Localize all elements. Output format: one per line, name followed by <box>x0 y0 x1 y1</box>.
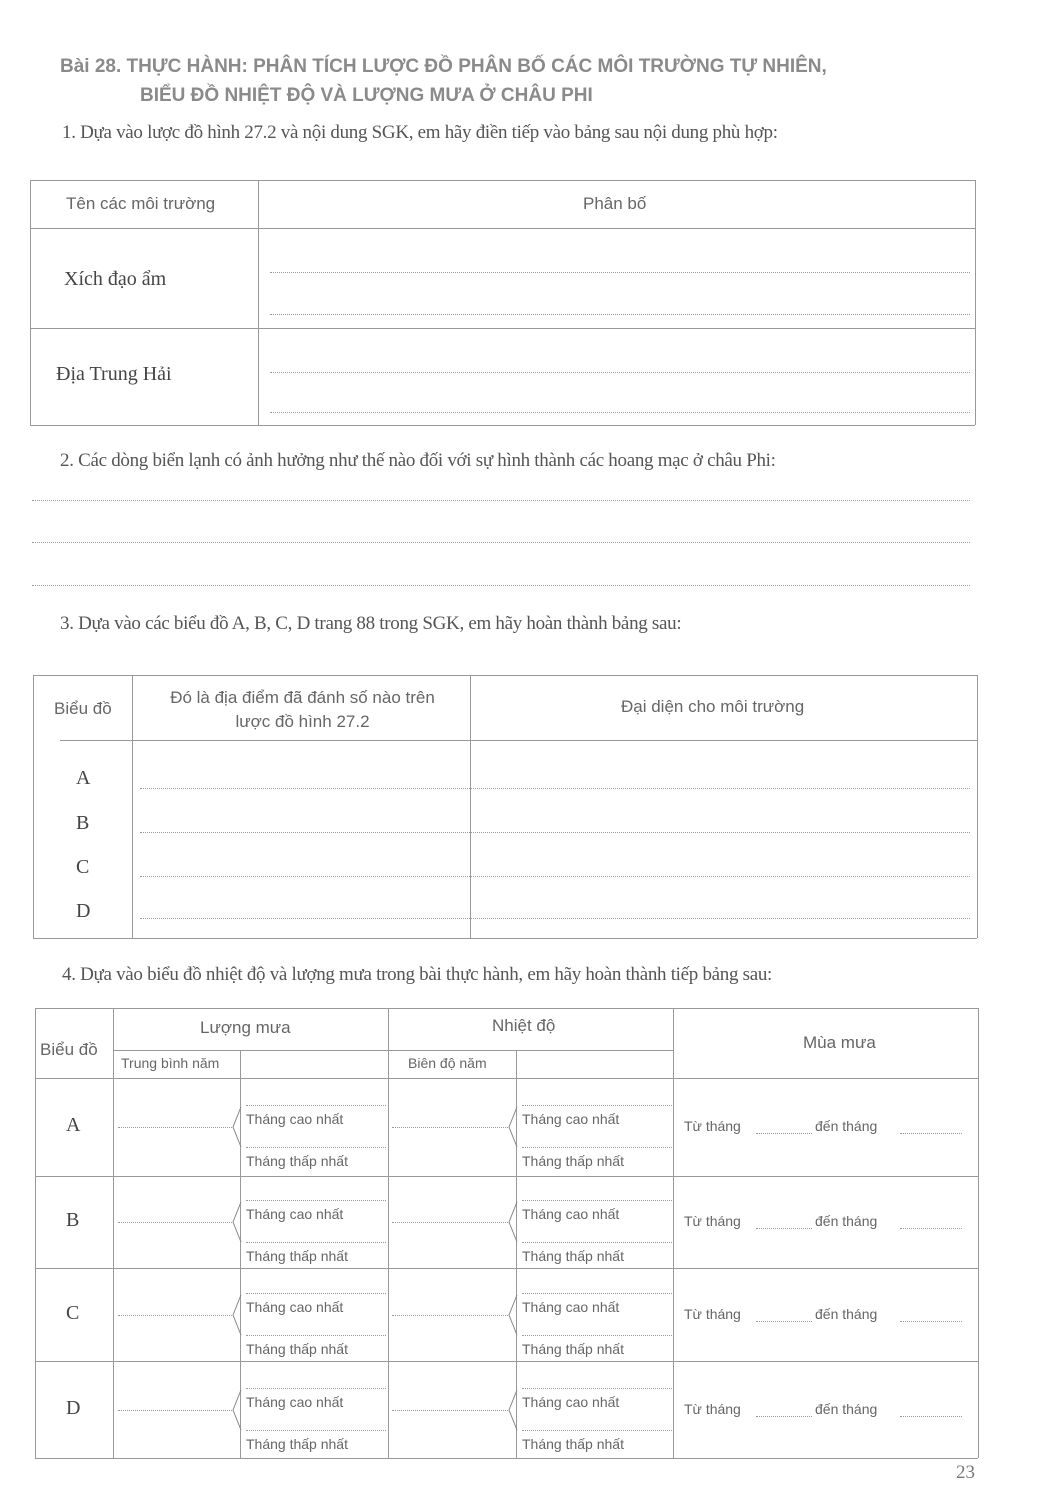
header-location: Đó là địa điểm đã đánh số nào trên lược đồ hình 27.2 <box>170 688 435 731</box>
lesson-title-line1: Bài 28. THỰC HÀNH: PHÂN TÍCH LƯỢC ĐỒ PHÂN BỐ CÁC MÔI TRƯỜNG TỰ NHIÊN, <box>60 56 827 77</box>
answer-line[interactable] <box>140 832 970 833</box>
lowest-month-label: Tháng thấp nhất <box>522 1435 624 1452</box>
highest-month-label: Tháng cao nhất <box>246 1298 344 1315</box>
header-rainy-season: Mùa mưa <box>803 1033 876 1052</box>
from-month-input[interactable] <box>756 1416 812 1417</box>
row-label: B <box>66 1209 80 1231</box>
brace-icon <box>232 1390 242 1430</box>
answer-line[interactable] <box>270 372 970 373</box>
highest-month-input[interactable] <box>246 1105 386 1106</box>
temp-range-input[interactable] <box>392 1127 508 1128</box>
to-month-input[interactable] <box>900 1133 962 1134</box>
to-month-label: đến tháng <box>815 1213 878 1229</box>
highest-month-input[interactable] <box>522 1388 672 1389</box>
question-1: 1. Dựa vào lược đồ hình 27.2 và nội dung SGK, em hãy điền tiếp vào bảng sau nội dung phù hợp: <box>62 122 778 143</box>
highest-month-label: Tháng cao nhất <box>522 1111 620 1127</box>
to-month-label: đến tháng <box>815 1118 878 1134</box>
highest-month-input[interactable] <box>522 1105 672 1106</box>
lowest-month-input[interactable] <box>522 1147 672 1148</box>
brace-icon <box>232 1107 242 1147</box>
row-label: Xích đạo ẩm <box>64 268 167 290</box>
highest-month-label: Tháng cao nhất <box>246 1393 344 1410</box>
to-month-label: đến tháng <box>815 1305 878 1322</box>
temp-range-input[interactable] <box>392 1315 508 1316</box>
rain-average-input[interactable] <box>118 1315 232 1316</box>
from-month-label: Từ tháng <box>684 1400 741 1417</box>
lesson-title-line2: BIỂU ĐỒ NHIỆT ĐỘ VÀ LƯỢNG MƯA Ở CHÂU PHI <box>140 85 593 106</box>
row-label: Địa Trung Hải <box>56 363 172 385</box>
lowest-month-input[interactable] <box>522 1242 672 1243</box>
header-chart: Biểu đồ <box>54 699 112 718</box>
highest-month-input[interactable] <box>246 1293 386 1294</box>
answer-line[interactable] <box>32 500 970 501</box>
brace-icon <box>232 1202 242 1242</box>
temp-range-input[interactable] <box>392 1410 508 1411</box>
highest-month-label: Tháng cao nhất <box>522 1393 620 1410</box>
lowest-month-input[interactable] <box>522 1430 672 1431</box>
row-label: D <box>66 1396 81 1419</box>
lowest-month-input[interactable] <box>246 1147 386 1148</box>
question-2: 2. Các dòng biển lạnh có ảnh hưởng như thế nào đối với sự hình thành các hoang mạc ở châu Phi: <box>60 450 776 471</box>
to-month-input[interactable] <box>900 1228 962 1229</box>
rain-average-input[interactable] <box>118 1410 232 1411</box>
highest-month-input[interactable] <box>522 1200 672 1201</box>
lowest-month-label: Tháng thấp nhất <box>522 1340 624 1357</box>
page-number: 23 <box>956 1462 975 1483</box>
lowest-month-input[interactable] <box>246 1242 386 1243</box>
header-environment: Đại diện cho môi trường <box>621 697 805 716</box>
from-month-input[interactable] <box>756 1228 812 1229</box>
question-3: 3. Dựa vào các biểu đồ A, B, C, D trang 88 trong SGK, em hãy hoàn thành bảng sau: <box>60 613 682 634</box>
question-4: 4. Dựa vào biểu đồ nhiệt độ và lượng mưa trong bài thực hành, em hãy hoàn thành tiếp bảng sau: <box>62 964 773 985</box>
row-label: D <box>76 900 91 922</box>
lowest-month-input[interactable] <box>522 1335 672 1336</box>
header-chart: Biểu đồ <box>40 1040 98 1059</box>
answer-line[interactable] <box>140 876 970 877</box>
header-rainfall: Lượng mưa <box>200 1018 291 1037</box>
temp-range-input[interactable] <box>392 1222 508 1223</box>
highest-month-input[interactable] <box>522 1293 672 1294</box>
header-annual-average: Trung bình năm <box>121 1055 220 1071</box>
lowest-month-label: Tháng thấp nhất <box>246 1435 348 1452</box>
highest-month-input[interactable] <box>246 1200 386 1201</box>
header-annual-range: Biên độ năm <box>408 1055 487 1071</box>
answer-line[interactable] <box>270 314 970 315</box>
brace-icon <box>508 1390 518 1430</box>
header-temperature: Nhiệt độ <box>492 1016 556 1035</box>
lowest-month-label: Tháng thấp nhất <box>246 1340 348 1357</box>
brace-icon <box>508 1295 518 1335</box>
lowest-month-input[interactable] <box>246 1335 386 1336</box>
to-month-input[interactable] <box>900 1416 962 1417</box>
highest-month-label: Tháng cao nhất <box>246 1111 344 1127</box>
header-distribution: Phân bố <box>583 194 647 213</box>
highest-month-input[interactable] <box>246 1388 386 1389</box>
lowest-month-label: Tháng thấp nhất <box>522 1248 624 1264</box>
brace-icon <box>508 1107 518 1147</box>
answer-line[interactable] <box>32 542 970 543</box>
highest-month-label: Tháng cao nhất <box>246 1206 344 1222</box>
highest-month-label: Tháng cao nhất <box>522 1298 620 1315</box>
answer-line[interactable] <box>270 412 970 413</box>
answer-line[interactable] <box>270 272 970 273</box>
row-label: C <box>76 856 90 878</box>
row-label: A <box>66 1114 81 1136</box>
lowest-month-label: Tháng thấp nhất <box>246 1153 348 1169</box>
answer-line[interactable] <box>140 788 970 789</box>
rain-average-input[interactable] <box>118 1222 232 1223</box>
brace-icon <box>508 1202 518 1242</box>
lowest-month-input[interactable] <box>246 1430 386 1431</box>
from-month-input[interactable] <box>756 1321 812 1322</box>
from-month-label: Từ tháng <box>684 1213 741 1229</box>
from-month-label: Từ tháng <box>684 1118 741 1134</box>
from-month-input[interactable] <box>756 1133 812 1134</box>
row-label: B <box>76 812 90 834</box>
from-month-label: Từ tháng <box>684 1305 741 1322</box>
rain-average-input[interactable] <box>118 1127 232 1128</box>
header-environment-name: Tên các môi trường <box>66 194 216 213</box>
row-label: A <box>76 767 91 789</box>
lowest-month-label: Tháng thấp nhất <box>522 1153 624 1169</box>
answer-line[interactable] <box>140 918 970 919</box>
highest-month-label: Tháng cao nhất <box>522 1206 620 1222</box>
to-month-label: đến tháng <box>815 1400 878 1417</box>
brace-icon <box>232 1295 242 1335</box>
to-month-input[interactable] <box>900 1321 962 1322</box>
row-label: C <box>66 1301 80 1324</box>
lowest-month-label: Tháng thấp nhất <box>246 1248 348 1264</box>
answer-line[interactable] <box>32 585 970 586</box>
